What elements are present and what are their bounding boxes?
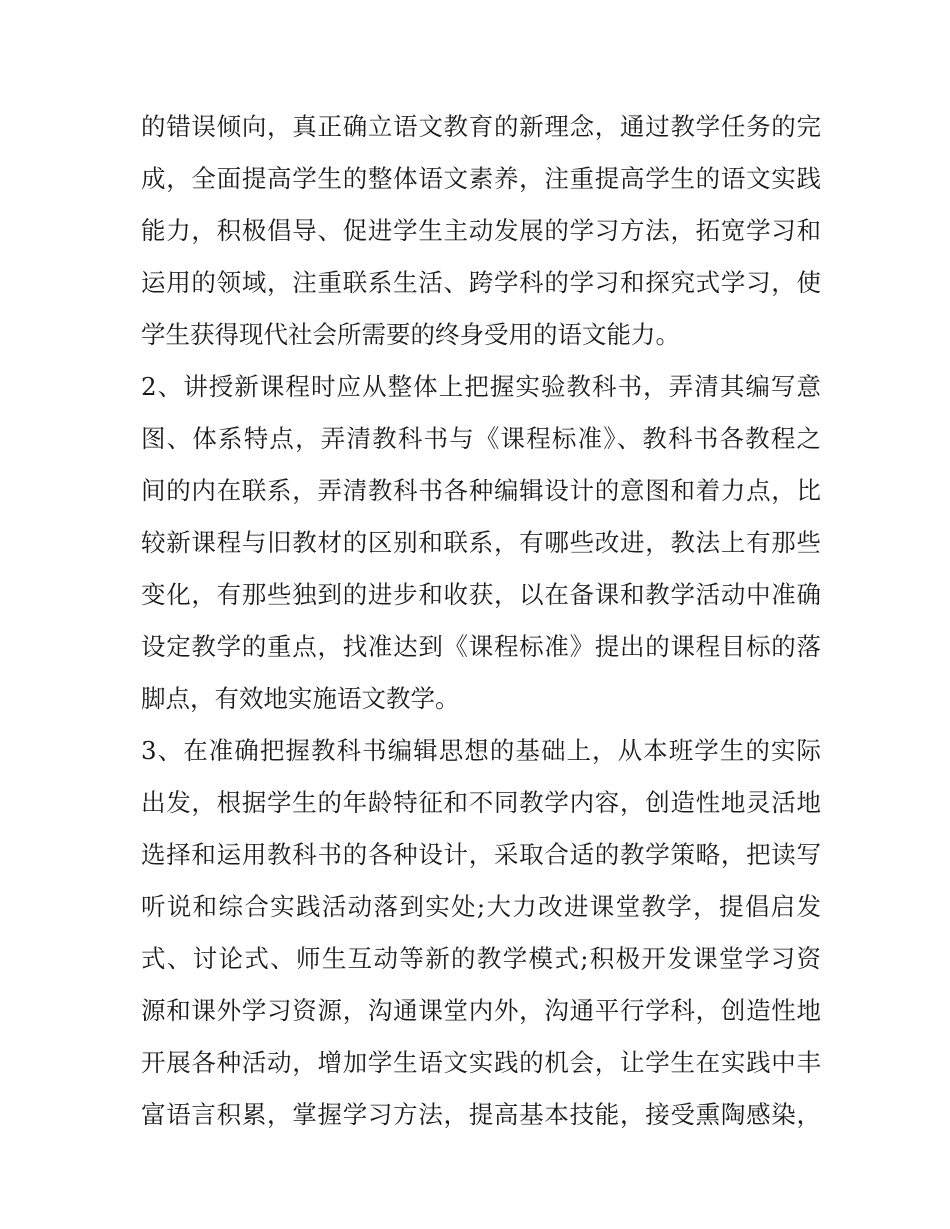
text-line: 运用的领域，注重联系生活、跨学科的学习和探究式学习，使 [141,268,821,297]
text-line: 式、讨论式、师生互动等新的教学模式;积极开发课堂学习资 [141,944,821,973]
text-line: 脚点，有效地实施语文教学。 [141,684,460,713]
text-line: 较新课程与旧教材的区别和联系，有哪些改进，教法上有那些 [141,528,821,557]
text-line: 能力，积极倡导、促进学生主动发展的学习方法，拓宽学习和 [141,216,821,245]
text-line: 富语言积累，掌握学习方法，提高基本技能，接受熏陶感染， [141,1100,821,1129]
text-line: 听说和综合实践活动落到实处;大力改进课堂教学，提倡启发 [141,892,821,921]
text-line: 设定教学的重点，找准达到《课程标准》提出的课程目标的落 [141,632,821,661]
text-line: 间的内在联系，弄清教科书各种编辑设计的意图和着力点，比 [141,476,821,505]
text-line: 图、体系特点，弄清教科书与《课程标准》、教科书各教程之 [141,424,821,453]
text-line: 成，全面提高学生的整体语文素养，注重提高学生的语文实践 [141,164,821,193]
text-line: 学生获得现代社会所需要的终身受用的语文能力。 [141,320,680,349]
text-line: 变化，有那些独到的进步和收获，以在备课和教学活动中准确 [141,580,821,609]
text-line: 的错误倾向，真正确立语文教育的新理念，通过教学任务的完 [141,112,821,141]
text-line: 选择和运用教科书的各种设计，采取合适的教学策略，把读写 [141,840,821,869]
text-line: 出发，根据学生的年龄特征和不同教学内容，创造性地灵活地 [141,788,821,817]
text-line: 源和课外学习资源，沟通课堂内外，沟通平行学科，创造性地 [141,996,821,1025]
text-line: 开展各种活动，增加学生语文实践的机会，让学生在实践中丰 [141,1048,821,1077]
text-line: 2、讲授新课程时应从整体上把握实验教科书，弄清其编写意 [141,372,821,401]
text-line: 3、在准确把握教科书编辑思想的基础上，从本班学生的实际 [141,736,821,765]
